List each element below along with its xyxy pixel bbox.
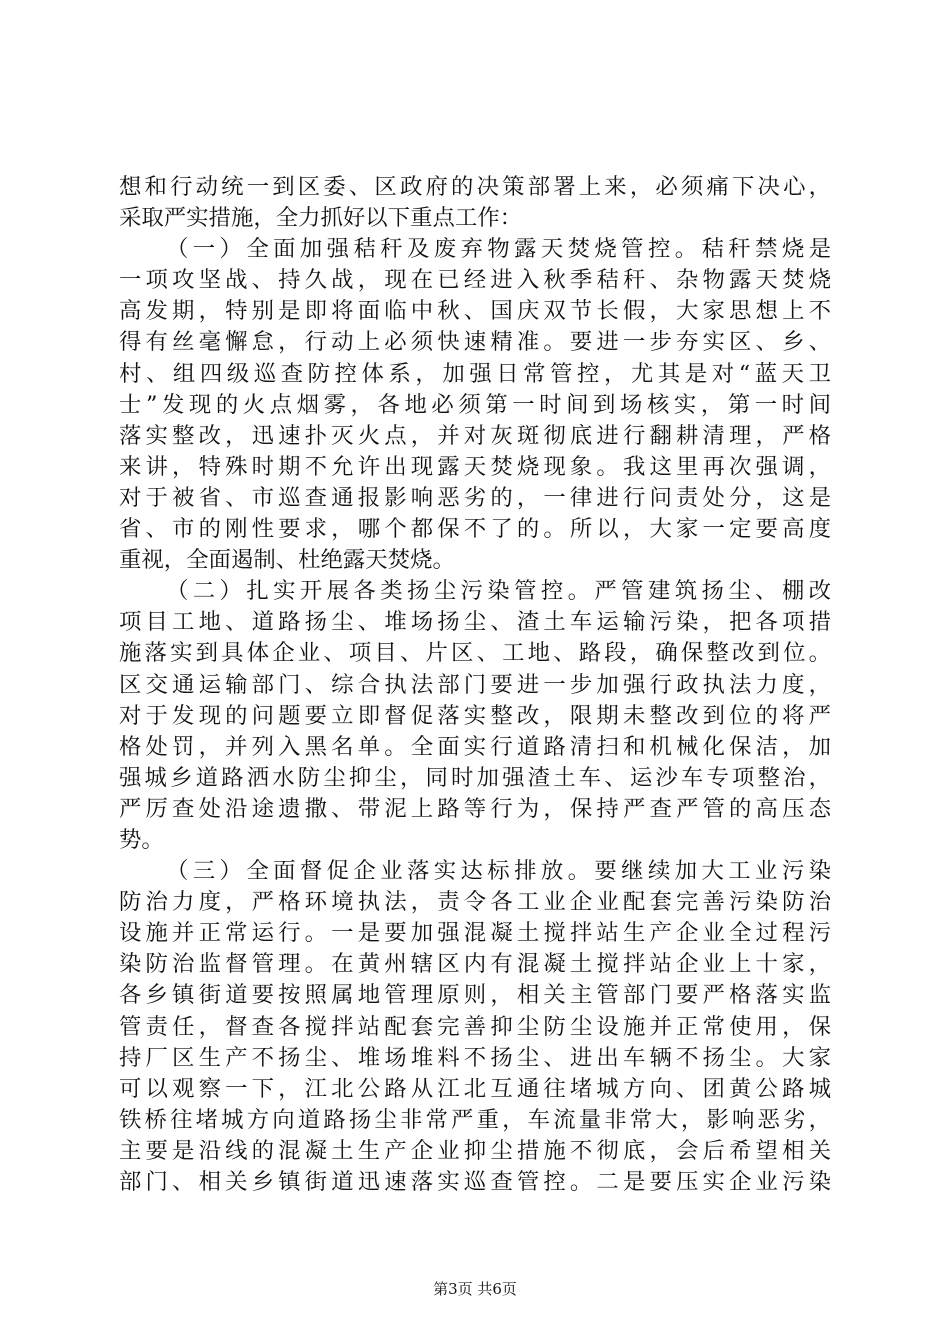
text-line: 村、组四级巡查防控体系，加强日常管控，尤其是对“蓝天卫 xyxy=(119,360,831,387)
text-line: 对于发现的问题要立即督促落实整改，限期未整改到位的将严 xyxy=(119,702,831,729)
text-line: 施落实到具体企业、项目、片区、工地、路段，确保整改到位。 xyxy=(119,640,831,667)
text-line: 强城乡道路洒水防尘抑尘，同时加强渣土车、运沙车专项整治， xyxy=(119,764,831,791)
page-number-footer: 第3页 共6页 xyxy=(433,1280,517,1298)
text-line: 主要是沿线的混凝土生产企业抑尘措施不彻底，会后希望相关 xyxy=(119,1137,831,1164)
text-line: 采取严实措施，全力抓好以下重点工作： xyxy=(119,205,523,232)
text-line: 部门、相关乡镇街道迅速落实巡查管控。二是要压实企业污染 xyxy=(119,1169,831,1195)
text-line: 各乡镇街道要按照属地管理原则，相关主管部门要严格落实监 xyxy=(119,982,831,1009)
text-line: 一项攻坚战、持久战，现在已经进入秋季秸秆、杂物露天焚烧 xyxy=(119,267,831,294)
text-line: 区交通运输部门、综合执法部门要进一步加强行政执法力度， xyxy=(119,671,831,698)
text-line: 格处罚，并列入黑名单。全面实行道路清扫和机械化保洁，加 xyxy=(119,733,831,760)
document-body xyxy=(119,172,831,1198)
text-line: 管责任，督查各搅拌站配套完善抑尘防尘设施并正常使用，保 xyxy=(119,1013,831,1040)
section-heading-line: （三）全面督促企业落实达标排放。要继续加大工业污染 xyxy=(166,858,831,885)
text-line: 对于被省、市巡查通报影响恶劣的，一律进行问责处分，这是 xyxy=(119,484,831,511)
text-line: 铁桥往堵城方向道路扬尘非常严重，车流量非常大，影响恶劣， xyxy=(119,1106,831,1133)
text-line: 士”发现的火点烟雾，各地必须第一时间到场核实，第一时间 xyxy=(119,391,831,418)
text-line: 染防治监督管理。在黄州辖区内有混凝土搅拌站企业上十家， xyxy=(119,951,831,978)
text-line: 持厂区生产不扬尘、堆场堆料不扬尘、进出车辆不扬尘。大家 xyxy=(119,1044,831,1071)
text-line: 高发期，特别是即将面临中秋、国庆双节长假，大家思想上不 xyxy=(119,298,831,325)
text-line: 想和行动统一到区委、区政府的决策部署上来，必须痛下决心， xyxy=(119,174,831,200)
text-line: 省、市的刚性要求，哪个都保不了的。所以，大家一定要高度 xyxy=(119,516,831,543)
text-line: 项目工地、道路扬尘、堆场扬尘、渣土车运输污染，把各项措 xyxy=(119,609,831,636)
text-line: 重视，全面遏制、杜绝露天焚烧。 xyxy=(119,547,455,574)
text-line: 严厉查处沿途遗撒、带泥上路等行为，保持严查严管的高压态 xyxy=(119,795,831,822)
section-heading-line: （一）全面加强秸秆及废弃物露天焚烧管控。秸秆禁烧是 xyxy=(166,236,831,263)
text-line: 防治力度，严格环境执法，责令各工业企业配套完善污染防治 xyxy=(119,889,831,916)
text-line: 来讲，特殊时期不允许出现露天焚烧现象。我这里再次强调， xyxy=(119,453,831,480)
text-line: 势。 xyxy=(119,826,164,853)
text-line: 可以观察一下，江北公路从江北互通往堵城方向、团黄公路城 xyxy=(119,1075,831,1102)
text-line: 设施并正常运行。一是要加强混凝土搅拌站生产企业全过程污 xyxy=(119,920,831,947)
text-line: 落实整改，迅速扑灭火点，并对灰斑彻底进行翻耕清理，严格 xyxy=(119,422,831,449)
section-heading-line: （二）扎实开展各类扬尘污染管控。严管建筑扬尘、棚改 xyxy=(166,578,831,605)
text-line: 得有丝毫懈怠，行动上必须快速精准。要进一步夯实区、乡、 xyxy=(119,329,831,356)
